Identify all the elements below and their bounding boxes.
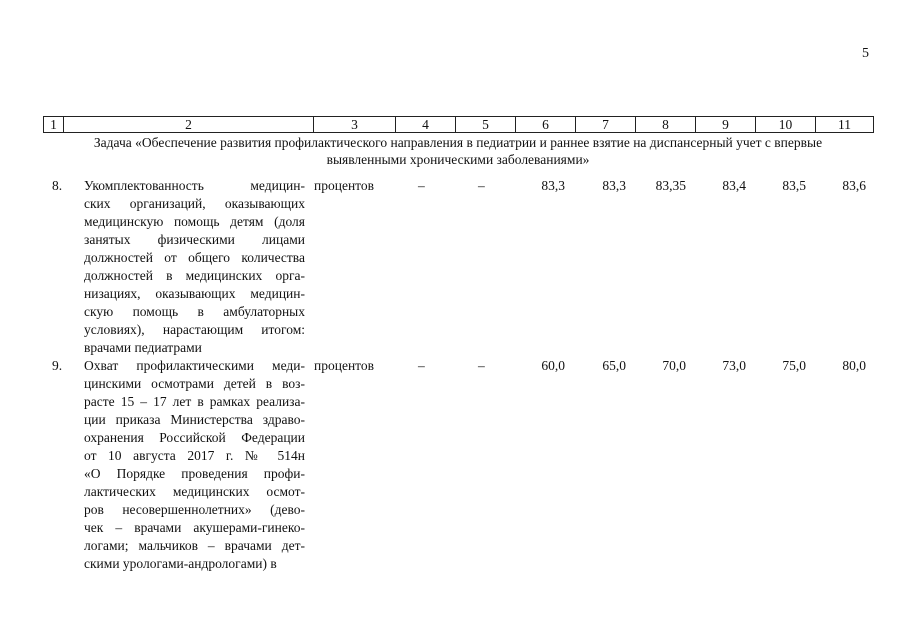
description-line: от 10 августа 2017 г. № 514н — [84, 448, 305, 463]
value-cell: 83,5 — [782, 178, 806, 193]
unit-cell: процентов — [314, 178, 375, 193]
column-number-header — [43, 116, 874, 133]
row-number: 9. — [52, 358, 63, 373]
description-line: медицинскую помощь детям (доля — [84, 214, 305, 229]
page-number: 5 — [862, 46, 869, 61]
description-line: логами; мальчиков – врачами дет- — [84, 538, 305, 553]
unit-cell: процентов — [314, 358, 375, 373]
column-number-cell: 6 — [516, 117, 576, 133]
value-cell: – — [418, 178, 425, 193]
description-line: лактических медицинских осмот- — [84, 484, 305, 499]
column-number-cell: 7 — [576, 117, 636, 133]
description-line: ции приказа Министерства здраво- — [84, 412, 305, 427]
value-cell: – — [478, 358, 485, 373]
value-cell: – — [478, 178, 485, 193]
value-cell: 60,0 — [541, 358, 565, 373]
value-cell: 70,0 — [662, 358, 686, 373]
column-number-cell: 9 — [696, 117, 756, 133]
column-number-cell: 3 — [314, 117, 396, 133]
value-cell: 83,3 — [541, 178, 565, 193]
task-title-line: выявленными хроническими заболеваниями» — [326, 152, 590, 167]
value-cell: 83,4 — [722, 178, 746, 193]
column-number-cell: 5 — [456, 117, 516, 133]
description-line: «О Порядке проведения профи- — [84, 466, 305, 481]
value-cell: 65,0 — [602, 358, 626, 373]
row-number: 8. — [52, 178, 63, 193]
task-title — [50, 134, 866, 168]
column-number-cell: 8 — [636, 117, 696, 133]
column-number-cell: 2 — [64, 117, 314, 133]
description-line: охранения Российской Федерации — [84, 430, 305, 445]
task-title-line: Задача «Обеспечение развития профилактического направления в педиатрии и раннее взятие на диспансерный учет с впервые — [93, 135, 823, 150]
indicator-description — [84, 177, 305, 357]
description-line: занятых физическими лицами — [84, 232, 305, 247]
description-line: ров несовершеннолетних» (дево- — [84, 502, 305, 517]
description-line: скую помощь в амбулаторных — [84, 304, 305, 319]
value-cell: 83,6 — [842, 178, 866, 193]
description-line: Укомплектованность медицин- — [84, 178, 305, 193]
value-cell: 80,0 — [842, 358, 866, 373]
description-line: условиях), нарастающим итогом: — [84, 322, 305, 337]
value-cell: 75,0 — [782, 358, 806, 373]
description-line: цинскими осмотрами детей в воз- — [84, 376, 305, 391]
value-cell: 83,35 — [655, 178, 686, 193]
column-number-cell: 10 — [756, 117, 816, 133]
description-line: чек – врачами акушерами-гинеко- — [84, 520, 305, 535]
column-number-cell: 4 — [396, 117, 456, 133]
description-line: низациях, оказывающих медицин- — [84, 286, 305, 301]
description-line: должностей в медицинских орга- — [84, 268, 305, 283]
description-line: ских организаций, оказывающих — [84, 196, 305, 211]
value-cell: 83,3 — [602, 178, 626, 193]
description-line: врачами педиатрами — [84, 340, 202, 355]
description-line: Охват профилактическими меди- — [84, 358, 305, 373]
description-line: расте 15 – 17 лет в рамках реализа- — [84, 394, 305, 409]
value-cell: 73,0 — [722, 358, 746, 373]
indicator-description — [84, 357, 305, 573]
column-number-cell: 11 — [816, 117, 874, 133]
value-cell: – — [418, 358, 425, 373]
description-line: скими урологами-андрологами) в — [84, 556, 277, 571]
description-line: должностей от общего количества — [84, 250, 305, 265]
column-number-cell: 1 — [44, 117, 64, 133]
